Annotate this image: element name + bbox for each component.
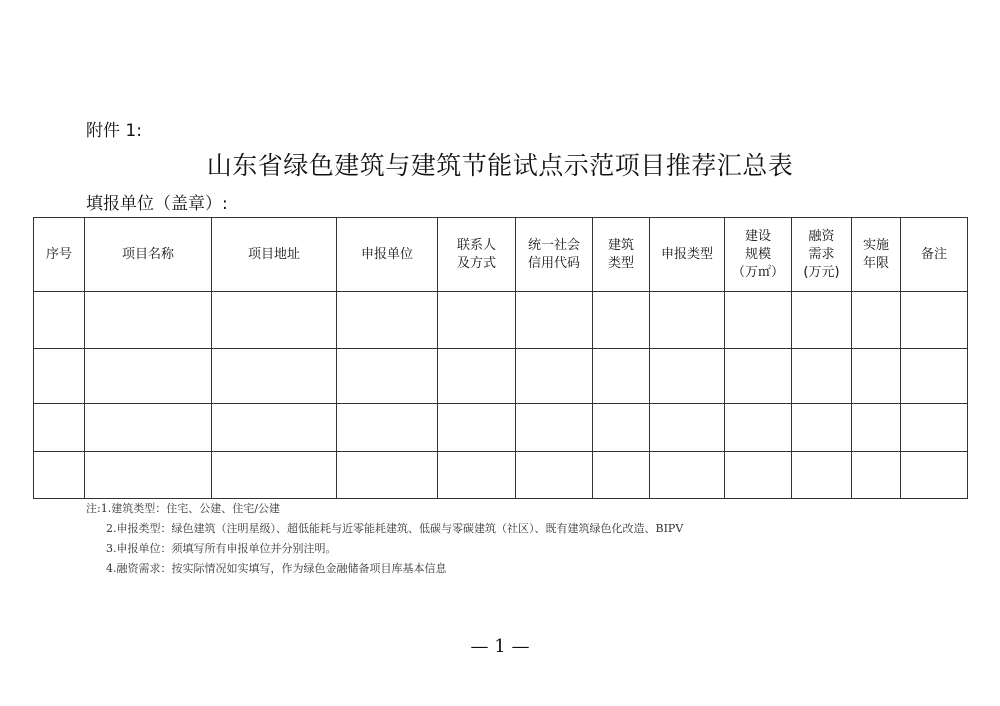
column-header-text: 申报单位 <box>360 246 413 262</box>
table-cell[interactable] <box>593 452 650 499</box>
column-header <box>438 218 516 292</box>
table-cell[interactable] <box>516 452 593 499</box>
table-cell[interactable] <box>438 349 516 404</box>
column-header <box>725 218 792 292</box>
notes <box>86 499 683 579</box>
note-line: 4.融资需求：按实际情况如实填写，作为绿色金融储备项目库基本信息 <box>106 562 447 575</box>
column-header <box>901 218 968 292</box>
table-cell[interactable] <box>337 452 438 499</box>
column-header-text: (万元) <box>803 264 840 280</box>
table-cell[interactable] <box>85 292 212 349</box>
column-header-text: （万㎡） <box>731 264 784 280</box>
column-header <box>516 218 593 292</box>
column-header <box>650 218 725 292</box>
column-header <box>593 218 650 292</box>
table-header-row <box>34 218 968 292</box>
table-cell[interactable] <box>85 452 212 499</box>
table-cell[interactable] <box>85 349 212 404</box>
column-header-text: 统一社会 <box>527 237 580 253</box>
column-header-text: 备注 <box>920 246 947 262</box>
column-header <box>337 218 438 292</box>
table-row <box>34 452 968 499</box>
column-header-text: 序号 <box>45 246 72 262</box>
column-header-text: 建筑 <box>607 237 634 253</box>
column-header-text: 信用代码 <box>527 255 580 271</box>
table-cell[interactable] <box>516 349 593 404</box>
table-cell[interactable] <box>792 292 852 349</box>
table-cell[interactable] <box>212 349 337 404</box>
column-header-text: 项目地址 <box>247 246 300 262</box>
table-cell[interactable] <box>650 452 725 499</box>
column-header-text: 及方式 <box>456 255 496 271</box>
table-row <box>34 404 968 452</box>
table-cell[interactable] <box>85 404 212 452</box>
page-number: — 1 — <box>470 636 530 657</box>
table-cell[interactable] <box>34 452 85 499</box>
table-cell[interactable] <box>725 349 792 404</box>
table-cell[interactable] <box>593 349 650 404</box>
table-cell[interactable] <box>516 292 593 349</box>
column-header <box>212 218 337 292</box>
column-header-text: 规模 <box>744 246 771 262</box>
table-cell[interactable] <box>34 292 85 349</box>
column-header <box>852 218 901 292</box>
column-header-text: 融资 <box>808 228 835 244</box>
column-header-text: 类型 <box>607 255 634 271</box>
table-cell[interactable] <box>901 452 968 499</box>
table-cell[interactable] <box>852 404 901 452</box>
column-header <box>85 218 212 292</box>
table-cell[interactable] <box>593 292 650 349</box>
table-cell[interactable] <box>725 404 792 452</box>
table-cell[interactable] <box>212 404 337 452</box>
table-cell[interactable] <box>852 452 901 499</box>
table-cell[interactable] <box>212 452 337 499</box>
column-header-text: 需求 <box>808 246 835 262</box>
table-cell[interactable] <box>438 404 516 452</box>
table-cell[interactable] <box>792 452 852 499</box>
column-header-text: 联系人 <box>456 237 496 253</box>
table-cell[interactable] <box>516 404 593 452</box>
table-cell[interactable] <box>650 349 725 404</box>
table-cell[interactable] <box>337 404 438 452</box>
table-cell[interactable] <box>792 349 852 404</box>
table-row <box>34 292 968 349</box>
note-line: 注:1.建筑类型：住宅、公建、住宅/公建 <box>86 502 280 515</box>
table-cell[interactable] <box>901 292 968 349</box>
column-header <box>792 218 852 292</box>
column-header-text: 实施 <box>862 237 889 253</box>
table-cell[interactable] <box>593 404 650 452</box>
attachment-label: 附件 1: <box>86 121 142 141</box>
table-cell[interactable] <box>901 349 968 404</box>
table-cell[interactable] <box>650 404 725 452</box>
note-line: 3.申报单位：须填写所有申报单位并分别注明。 <box>106 542 337 555</box>
table-cell[interactable] <box>725 452 792 499</box>
column-header-text: 项目名称 <box>121 246 174 262</box>
table-cell[interactable] <box>650 292 725 349</box>
column-header-text: 年限 <box>862 255 889 271</box>
column-header-text: 申报类型 <box>660 246 713 262</box>
summary-table <box>33 217 968 499</box>
table-cell[interactable] <box>212 292 337 349</box>
table-cell[interactable] <box>901 404 968 452</box>
table-cell[interactable] <box>852 292 901 349</box>
document-title: 山东省绿色建筑与建筑节能试点示范项目推荐汇总表 <box>206 151 794 180</box>
table-cell[interactable] <box>34 349 85 404</box>
table-cell[interactable] <box>852 349 901 404</box>
column-header <box>34 218 85 292</box>
note-line: 2.申报类型：绿色建筑（注明星级）、超低能耗与近零能耗建筑、低碳与零碳建筑（社区）、既有建筑绿色化改造、BIPV <box>106 522 684 535</box>
table-cell[interactable] <box>725 292 792 349</box>
column-header-text: 建设 <box>744 228 771 244</box>
reporting-unit-label: 填报单位（盖章）: <box>86 194 228 214</box>
table-cell[interactable] <box>337 292 438 349</box>
table-cell[interactable] <box>438 292 516 349</box>
table-cell[interactable] <box>337 349 438 404</box>
table-row <box>34 349 968 404</box>
table-cell[interactable] <box>792 404 852 452</box>
table-cell[interactable] <box>34 404 85 452</box>
table-cell[interactable] <box>438 452 516 499</box>
